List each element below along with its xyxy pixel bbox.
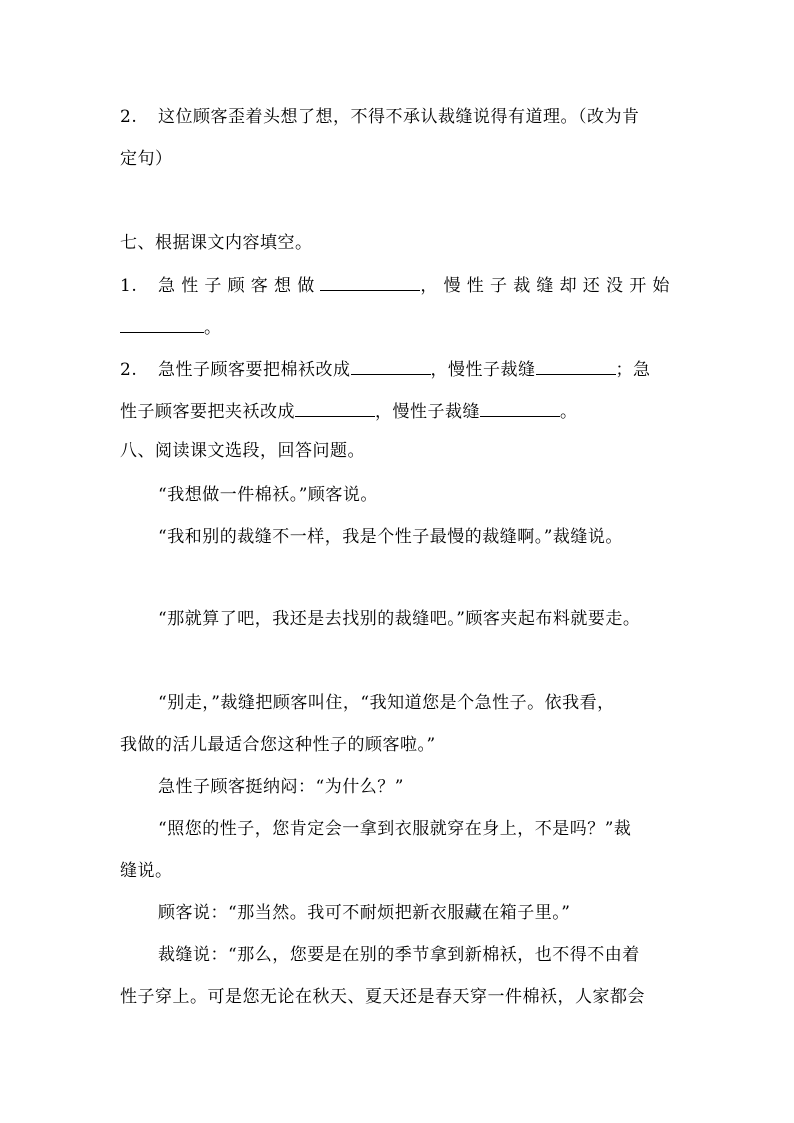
question-text: 这位顾客歪着头想了想，不得不承认裁缝说得有道理。（改为肯 (158, 107, 640, 127)
question-number: 2. (120, 107, 138, 127)
rewrite-question-line-1 (120, 106, 675, 128)
passage-paragraph-7: 顾客说：“那当然。我可不耐烦把新衣服藏在箱子里。” (158, 903, 571, 923)
fill-item-1-line-2 (120, 316, 675, 339)
passage-paragraph-6-line-2: 缝说。 (120, 861, 173, 881)
fill-item-2-line-1 (120, 358, 675, 381)
answer-blank[interactable] (295, 400, 375, 417)
passage-paragraph-3: “那就算了吧，我还是去找别的裁缝吧。”顾客夹起布料就要走。 (158, 609, 641, 629)
rewrite-question-line-2 (120, 148, 675, 170)
passage-paragraph-5: 急性子顾客挺纳闷：“为什么？” (158, 777, 404, 797)
answer-blank[interactable] (351, 358, 431, 375)
passage-paragraph-4-line-2: 我做的活儿最适合您这种性子的顾客啦。” (120, 735, 436, 755)
answer-blank[interactable] (480, 400, 560, 417)
item-text: ，慢性子裁缝 (430, 360, 536, 380)
passage-paragraph-8-line-1: 裁缝说：“那么，您要是在别的季节拿到新棉袄，也不得不由着 (158, 945, 640, 965)
item-text: ；急 (615, 360, 651, 380)
passage-paragraph-2: “我和别的裁缝不一样，我是个性子最慢的裁缝啊。”裁缝说。 (158, 527, 623, 547)
passage-paragraph-6-line-1: “照您的性子，您肯定会一拿到衣服就穿在身上，不是吗？”裁 (158, 819, 632, 839)
passage-paragraph-8-line-2: 性子穿上。可是您无论在秋天、夏天还是春天穿一件棉袄，人家都会 (120, 987, 645, 1007)
question-text-continued: 定句） (120, 149, 173, 169)
item-text: ，慢性子裁缝却还没开始 (420, 276, 676, 296)
fill-item-1-line-1 (120, 274, 675, 297)
item-text: ，慢性子裁缝 (375, 402, 480, 422)
passage-paragraph-1: “我想做一件棉袄。”顾客说。 (158, 485, 378, 505)
answer-blank[interactable] (536, 358, 616, 375)
section-8-heading: 八、阅读课文选段，回答问题。 (120, 441, 365, 461)
item-text: 性子顾客要把夹袄改成 (120, 402, 295, 422)
item-text: 。 (204, 318, 222, 338)
section-7-heading: 七、根据课文内容填空。 (120, 233, 313, 253)
passage-paragraph-4-line-1: “别走，”裁缝把顾客叫住，“我知道您是个急性子。依我看， (158, 693, 615, 713)
answer-blank[interactable] (120, 316, 204, 333)
item-text: 。 (560, 402, 578, 422)
fill-item-2-line-2 (120, 400, 675, 423)
item-text: 急性子顾客想做 (158, 276, 321, 296)
item-text: 急性子顾客要把棉袄改成 (158, 360, 351, 380)
item-number: 2. (120, 360, 138, 380)
item-number: 1. (120, 276, 138, 296)
answer-blank[interactable] (320, 274, 420, 291)
